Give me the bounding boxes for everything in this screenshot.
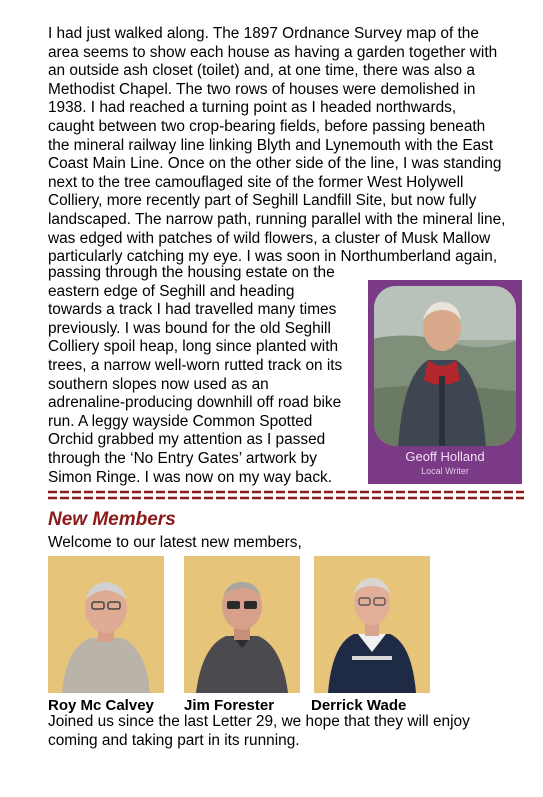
article-line: was edged with patches of wild flowers, a cluster of Musk Mallow <box>48 229 491 247</box>
member-photo-derrick <box>314 556 430 693</box>
article-line: area seems to show each house as having a garden together with <box>48 43 498 61</box>
closing-line: Joined us since the last Letter 29, we hope that they will enjoy <box>48 713 470 730</box>
article-paragraph <box>48 25 524 267</box>
member-photo-roy <box>48 556 164 693</box>
article-line: Orchid grabbed my attention as I passed <box>48 431 326 449</box>
article-line: previously. I was bound for the old Seghill <box>48 319 331 337</box>
article-line: through the ‘No Entry Gates’ artwork by <box>48 449 317 467</box>
closing-line: coming and taking part in its running. <box>48 731 300 749</box>
article-line: run. A leggy wayside Common Spotted <box>48 412 313 430</box>
article-line: caught between two crop-bearing fields, before passing beneath <box>48 117 486 135</box>
author-photo-role: Local Writer <box>421 466 469 476</box>
member-name: Derrick Wade <box>311 697 407 714</box>
article-line: the mineral railway line linking Blyth and Lynemouth with the East <box>48 136 494 154</box>
section-divider <box>48 489 524 501</box>
article-line: southern slopes now used as an <box>48 375 269 393</box>
author-portrait-image <box>368 280 522 484</box>
article-line: 1938. I had reached a turning point as I headed northwards, <box>48 99 457 117</box>
article-line: trees, a narrow well-worn rutted track on its <box>48 356 343 374</box>
article-line: eastern edge of Seghill and heading <box>48 282 295 300</box>
article-line: Colliery spoil heap, long since planted with <box>48 338 339 356</box>
article-line: Simon Ringe. I was now on my way back. <box>48 468 332 486</box>
article-line: landscaped. The narrow path, running parallel with the mineral line, <box>48 210 506 228</box>
article-line: Coast Main Line. Once on the other side of the line, I was standing <box>48 155 502 173</box>
author-photo-name: Geoff Holland <box>405 449 485 464</box>
article-line: particularly catching my eye. I was soon in Northumberland again, <box>48 248 498 266</box>
welcome-text: Welcome to our latest new members, <box>48 534 302 551</box>
article-line: Methodist Chapel. The two rows of houses were demolished in <box>48 80 476 98</box>
article-paragraph-wrapped <box>48 264 368 487</box>
member-name: Roy Mc Calvey <box>48 697 154 714</box>
article-line: Colliery, more recently part of Seghill Landfill Site, but now fully <box>48 192 477 210</box>
member-photo-jim <box>184 556 300 693</box>
article-line: I had just walked along. The 1897 Ordnance Survey map of the <box>48 25 479 42</box>
new-members-heading: New Members <box>48 509 176 530</box>
article-line: next to the tree camouflaged site of the former West Holywell <box>48 173 464 191</box>
member-name: Jim Forester <box>184 697 275 714</box>
article-line: an outside ash closet (toilet) and, at one time, there was also a <box>48 62 475 80</box>
article-line: adrenaline-producing downhill off road bike <box>48 394 342 412</box>
article-line: towards a track I had travelled many times <box>48 301 337 319</box>
author-photo <box>368 280 522 484</box>
closing-paragraph <box>48 713 524 750</box>
article-line: passing through the housing estate on the <box>48 264 335 281</box>
